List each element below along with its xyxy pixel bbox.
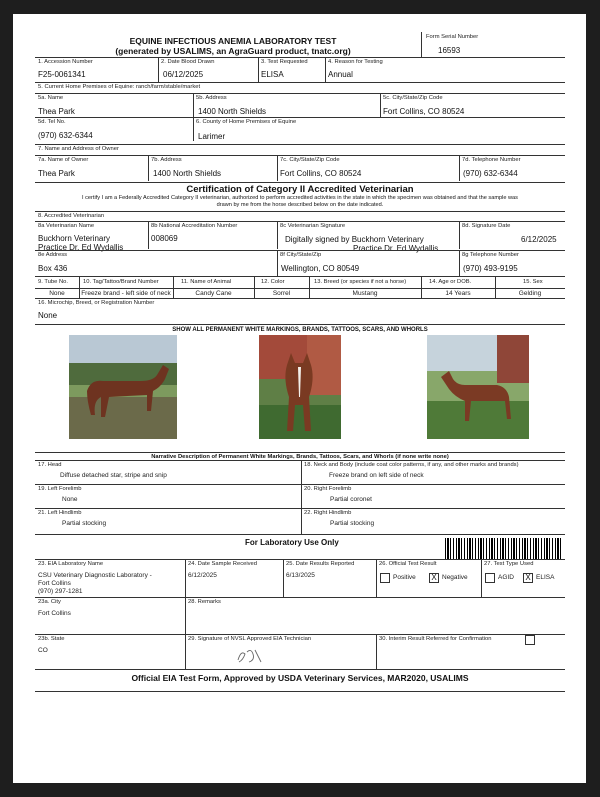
barcode	[445, 538, 563, 560]
vet-address-value: Box 436	[38, 264, 68, 273]
interim-result-label: 30. Interim Result Referred for Confirmation	[379, 636, 492, 642]
date-received-label: 24. Date Sample Received	[188, 561, 257, 567]
test-requested-value: ELISA	[261, 70, 284, 79]
vet-city-label: 8f City/State/Zip	[280, 252, 322, 258]
lab-city-label: 23a. City	[38, 599, 61, 605]
markings-title: SHOW ALL PERMANENT WHITE MARKINGS, BRANDS, TATTOOS, SCARS, AND WHORLS	[172, 327, 428, 333]
age-label: 14. Age or DOB.	[429, 279, 472, 285]
owner-city-value: Fort Collins, CO 80524	[280, 169, 362, 178]
county-label: 6. County of Home Premises of Equine	[196, 119, 297, 125]
lab-state-value: CO	[38, 647, 48, 654]
color-label: 12. Color	[261, 279, 285, 285]
negative-checkbox[interactable]: X	[429, 573, 439, 583]
premises-name-value: Thea Park	[38, 107, 75, 116]
reason-label: 4. Reason for Testing	[328, 59, 383, 65]
left-hindlimb-label: 21. Left Hindlimb	[38, 510, 82, 516]
lab-name-label: 23. EIA Laboratory Name	[38, 561, 104, 567]
accreditation-value: 008069	[151, 234, 178, 243]
positive-checkbox[interactable]	[380, 573, 390, 583]
accession-label: 1. Accession Number	[38, 59, 93, 65]
serial-label: Form Serial Number	[426, 34, 479, 40]
test-result-label: 26. Official Test Result	[379, 561, 437, 567]
premises-name-label: 5a. Name	[38, 95, 64, 101]
current-premises-label: 5. Current Home Premises of Equine: ranch/farm/stable/market	[38, 84, 201, 90]
date-received-value: 6/12/2025	[188, 572, 217, 579]
form-subtitle: (generated by USALIMS, an AgraGuard product, tnatc.org)	[115, 46, 351, 56]
negative-label: Negative	[442, 574, 468, 581]
owner-phone-label: 7d. Telephone Number	[462, 157, 521, 163]
right-hindlimb-value: Partial stocking	[330, 520, 375, 527]
tube-label: 9. Tube No.	[38, 279, 68, 285]
owner-section-label: 7. Name and Address of Owner	[38, 146, 119, 152]
sex-value: Gelding	[518, 290, 542, 297]
cert-text-line2: drawn by me from the horse described below on the date indicated.	[216, 202, 384, 208]
test-requested-label: 3. Test Requested	[261, 59, 308, 65]
date-drawn-label: 2. Date Blood Drawn	[161, 59, 215, 65]
head-label: 17. Head	[38, 462, 62, 468]
date-drawn-value: 06/12/2025	[163, 70, 204, 79]
accession-value: F25-0061341	[38, 70, 86, 79]
cert-text-line1: I certify I am a Federally Accredited Category II veterinarian, authorized to perform accredited activities in the state in which the specimen was obtained and that the sample was	[82, 195, 518, 201]
owner-name-value: Thea Park	[38, 169, 75, 178]
serial-value: 16593	[438, 46, 461, 55]
technician-signature	[235, 646, 265, 666]
premises-address-value: 1400 North Shields	[198, 107, 267, 116]
elisa-label: ELISA	[536, 574, 555, 581]
vet-phone-label: 8g Telephone Number	[462, 252, 519, 258]
lab-phone: (970) 297-1281	[38, 588, 83, 595]
reason-value: Annual	[328, 70, 353, 79]
neck-body-label: 18. Neck and Body (include coat color patterns, if any, and other marks and brands)	[304, 462, 519, 468]
owner-name-label: 7a. Name of Owner	[38, 157, 89, 163]
technician-signature-label: 29. Signature of NVSL Approved EIA Technician	[188, 636, 312, 642]
left-hindlimb-value: Partial stocking	[62, 520, 107, 527]
vet-signature-label: 8c Veterinarian Signature	[280, 223, 346, 229]
tag-label: 10. Tag/Tattoo/Brand Number	[83, 279, 159, 285]
left-forelimb-value: None	[62, 496, 78, 503]
age-value: 14 Years	[445, 290, 471, 297]
owner-address-label: 7b. Address	[151, 157, 182, 163]
premises-city-label: 5c. City/State/Zip Code	[383, 95, 443, 101]
breed-value: Mustang	[352, 290, 378, 297]
premises-tel-value: (970) 632-6344	[38, 131, 93, 140]
lab-use-title: For Laboratory Use Only	[245, 538, 339, 547]
interim-checkbox[interactable]	[525, 635, 535, 645]
horse-photo-front	[259, 335, 341, 439]
horse-photo-right-side	[427, 335, 529, 439]
vet-name-label: 8a Veterinarian Name	[38, 223, 95, 229]
premises-address-label: 5b. Address	[196, 95, 227, 101]
microchip-label: 16. Microchip, Breed, or Registration Number	[38, 300, 155, 306]
lab-name-line1: CSU Veterinary Diagnostic Laboratory -	[38, 572, 152, 579]
signature-date-value: 6/12/2025	[521, 235, 557, 244]
animal-name-value: Candy Cane	[195, 290, 232, 297]
owner-address-value: 1400 North Shields	[153, 169, 222, 178]
form-footer: Official EIA Test Form, Approved by USDA Veterinary Services, MAR2020, USALIMS	[131, 673, 469, 683]
vet-phone-value: (970) 493-9195	[463, 264, 518, 273]
signature-date-label: 8d. Signature Date	[462, 223, 511, 229]
vet-signature-line2: Practice Dr. Ed Wydallis	[353, 244, 439, 253]
test-type-label: 27. Test Type Used	[484, 561, 534, 567]
premises-tel-label: 5d. Tel No.	[38, 119, 66, 125]
agid-label: AGID	[498, 574, 514, 581]
agid-checkbox[interactable]	[485, 573, 495, 583]
date-reported-value: 6/13/2025	[286, 572, 315, 579]
remarks-label: 28. Remarks	[188, 599, 221, 605]
animal-name-label: 11. Name of Animal	[181, 279, 232, 285]
narrative-title: Narrative Description of Permanent White Markings, Brands, Tattoos, Scars, and Whorls (if none write none)	[151, 454, 449, 460]
microchip-value: None	[38, 311, 58, 320]
vet-section-label: 8. Accredited Veterinarian	[38, 213, 105, 219]
vet-signature-line1: Digitally signed by Buckhorn Veterinary	[285, 235, 424, 244]
lab-name-line2: Fort Collins	[38, 580, 71, 587]
premises-city-value: Fort Collins, CO 80524	[383, 107, 465, 116]
form-title: EQUINE INFECTIOUS ANEMIA LABORATORY TEST	[129, 36, 337, 46]
tag-value: Freeze brand - left side of neck	[81, 290, 171, 297]
right-forelimb-value: Partial coronet	[330, 496, 372, 503]
breed-label: 13. Breed (or species if not a horse)	[314, 279, 407, 285]
owner-city-label: 7c. City/State/Zip Code	[280, 157, 340, 163]
tube-value: None	[49, 290, 65, 297]
eia-test-form	[13, 14, 586, 783]
elisa-checkbox[interactable]: X	[523, 573, 533, 583]
accreditation-label: 8b National Accreditation Number	[151, 223, 238, 229]
vet-city-value: Wellington, CO 80549	[281, 264, 360, 273]
neck-body-value: Freeze brand on left side of neck	[329, 472, 424, 479]
horse-photo-left-side	[69, 335, 177, 439]
vet-name-line1: Buckhorn Veterinary	[38, 234, 111, 243]
right-hindlimb-label: 22. Right Hindlimb	[304, 510, 352, 516]
positive-label: Positive	[393, 574, 416, 581]
head-value: Diffuse detached star, stripe and snip	[60, 472, 167, 479]
lab-state-label: 23b. State	[38, 636, 65, 642]
owner-phone-value: (970) 632-6344	[463, 169, 518, 178]
color-value: Sorrel	[272, 290, 291, 297]
left-forelimb-label: 19. Left Forelimb	[38, 486, 82, 492]
right-forelimb-label: 20. Right Forelimb	[304, 486, 352, 492]
cert-title: Certification of Category II Accredited Veterinarian	[186, 184, 414, 195]
date-reported-label: 25. Date Results Reported	[286, 561, 355, 567]
vet-address-label: 8e Address	[38, 252, 68, 258]
lab-city-value: Fort Collins	[38, 610, 71, 617]
vet-name-line2: Practice Dr. Ed Wydallis	[38, 243, 124, 252]
sex-label: 15. Sex	[523, 279, 543, 285]
county-value: Larimer	[198, 132, 226, 141]
